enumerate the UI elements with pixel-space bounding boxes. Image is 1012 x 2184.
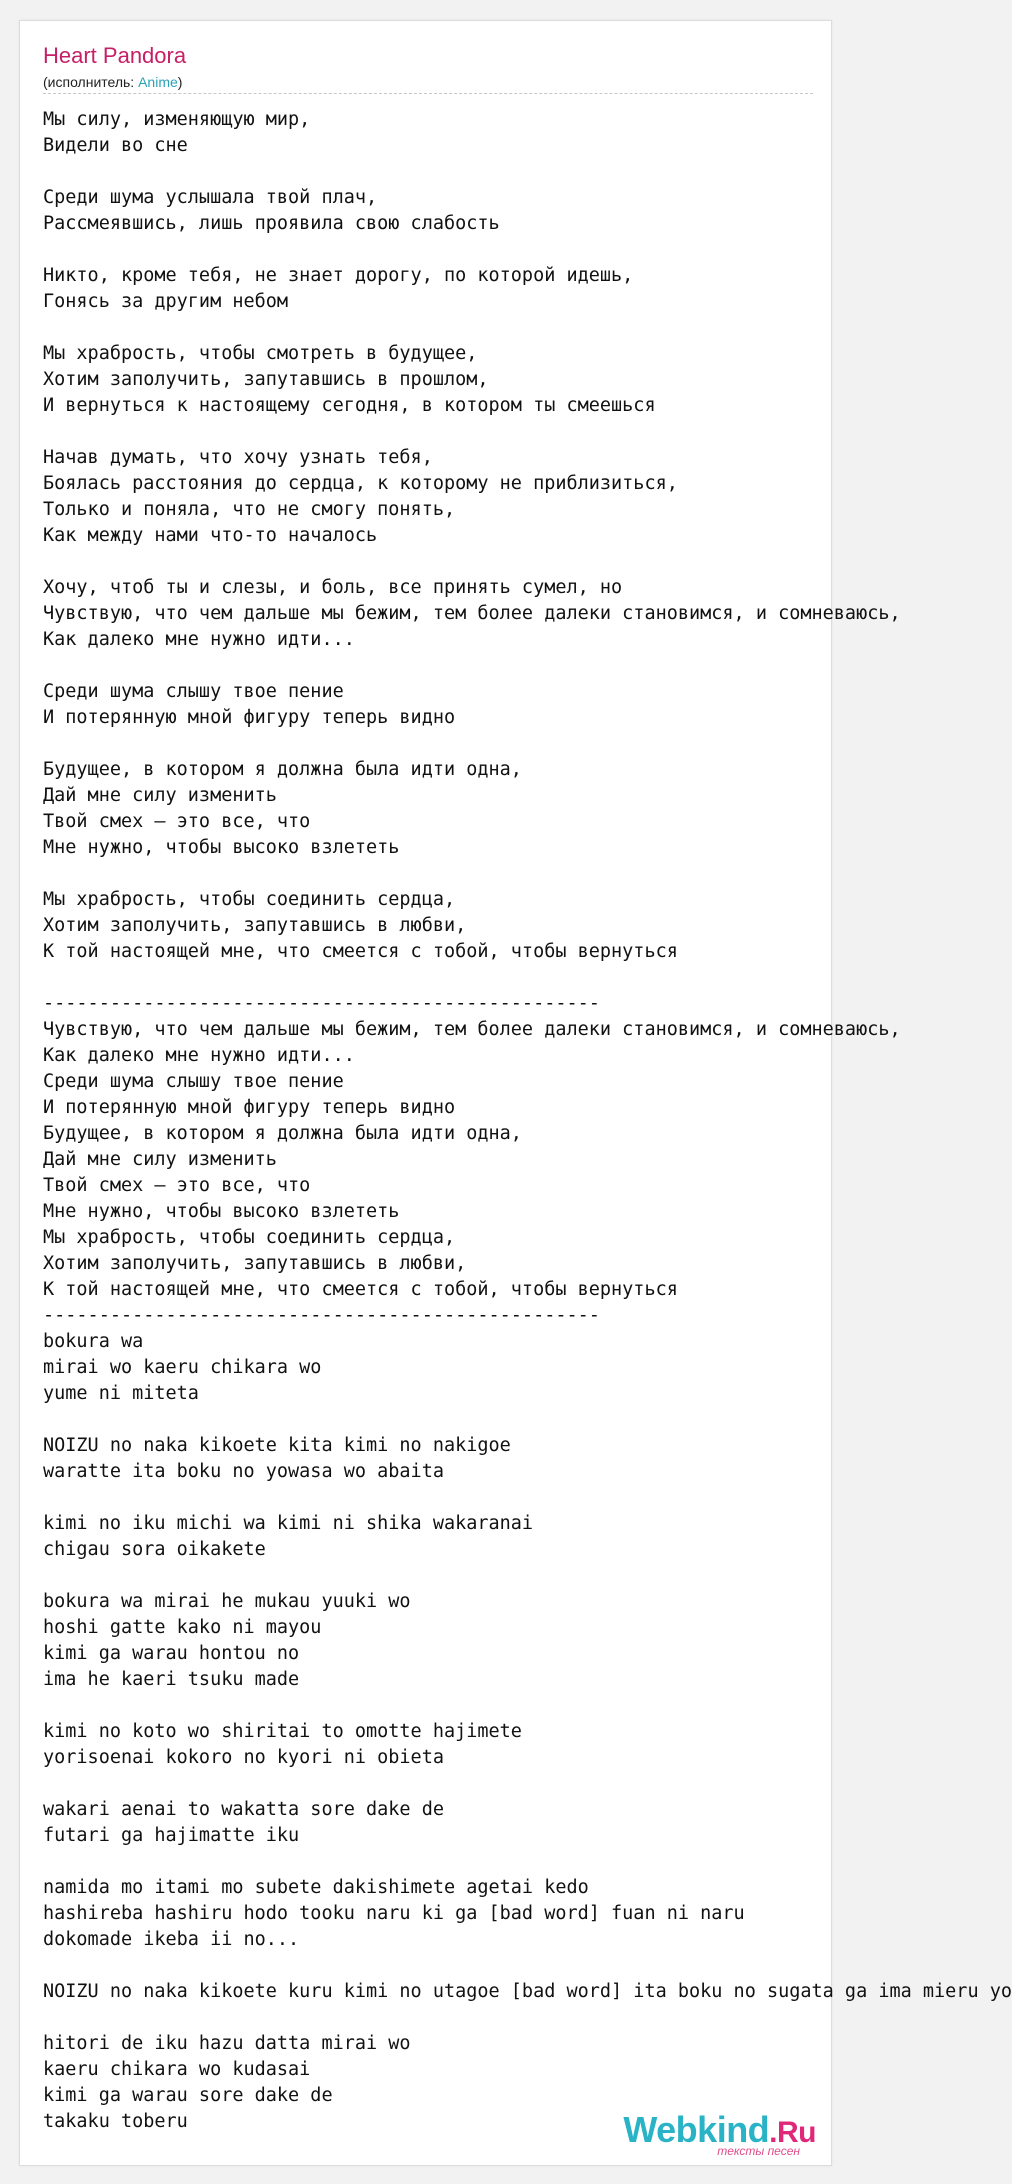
logo-tagline: тексты песен: [717, 2144, 800, 2158]
artist-line: [43, 74, 182, 90]
header-divider: [43, 93, 813, 94]
artist-suffix: ): [177, 74, 183, 90]
artist-prefix: (исполнитель:: [43, 74, 139, 90]
logo-tld: .Ru: [769, 2116, 816, 2149]
logo-name: Webkind: [623, 2109, 770, 2150]
artist-link[interactable]: Anime: [138, 74, 178, 90]
lyrics-card: [19, 20, 1012, 2166]
webkind-logo[interactable]: [623, 2109, 816, 2158]
song-title: Heart Pandora: [43, 43, 187, 68]
lyrics-text: Мы силу, изменяющую мир, Видели во сне Среди шума услышала твой плач, Рассмеявшись, лишь проявила свою слабость Никто, кроме тебя, не знает дорогу, по которой идешь, Гонясь за другим небом Мы храбрость, чтобы смотреть в будущее, Хотим заполучить, запутавшись в прошлом, И вернуться к настоящему сегодня, в котором ты смеешься Начав думать, что хочу узнать тебя, Боялась расстояния до сердца, к которому не приблизиться, Только и поняла, что не смогу понять, Как между нами что-то началось Хочу, чтоб ты и слезы, и боль, все принять сумел, но Чувствую, что чем дальше мы бежим, тем более далеки становимся, и сомневаюсь, Как далеко мне нужно идти... Среди шума слышу твое пение И потерянную мной фигуру теперь видно Будущее, в котором я должна была идти одна, Дай мне силу изменить Твой смех – это все, что Мне нужно, чтобы высоко взлететь Мы храбрость, чтобы соединить сердца, Хотим заполучить, запутавшись в любви, К той настоящей мне, что смеется с тобой, чтобы вернуться -------------------------------------------------- Чувствую, что чем дальше мы бежим, тем более далеки становимся, и сомневаюсь, Как далеко мне нужно идти... Среди шума слышу твое пение И потерянную мной фигуру теперь видно Будущее, в котором я должна была идти одна, Дай мне силу изменить Твой смех – это все, что Мне нужно, чтобы высоко взлететь Мы храбрость, чтобы соединить сердца, Хотим заполучить, запутавшись в любви, К той настоящей мне, что смеется с тобой, чтобы вернуться -------------------------------------------------- bokura wa mirai wo kaeru chikara wo yume ni miteta NOIZU no naka kikoete kita kimi no nakigoe waratte ita boku no yowasa wo abaita kimi no iku michi wa kimi ni shika wakaranai chigau sora oikakete bokura wa mirai he mukau yuuki wo hoshi gatte kako ni mayou kimi ga warau hontou no ima he kaeri tsuku made kimi no koto wo shiritai to omotte hajimete yorisoenai kokoro no kyori ni obieta wakari aenai to wakatta sore dake de futari ga hajimatte iku namida mo itami mo subete dakishimete agetai kedo hashireba hashiru hodo tooku naru ki ga [bad word] fuan ni naru dokomade ikeba ii no... NOIZU no naka kikoete kuru kimi no utagoe [bad word] ita boku no sugata ga ima mieru yo hitori de iku hazu datta mirai wo kaeru chikara wo kudasai kimi ga warau sore dake de takaku toberu: [43, 109, 1012, 2132]
